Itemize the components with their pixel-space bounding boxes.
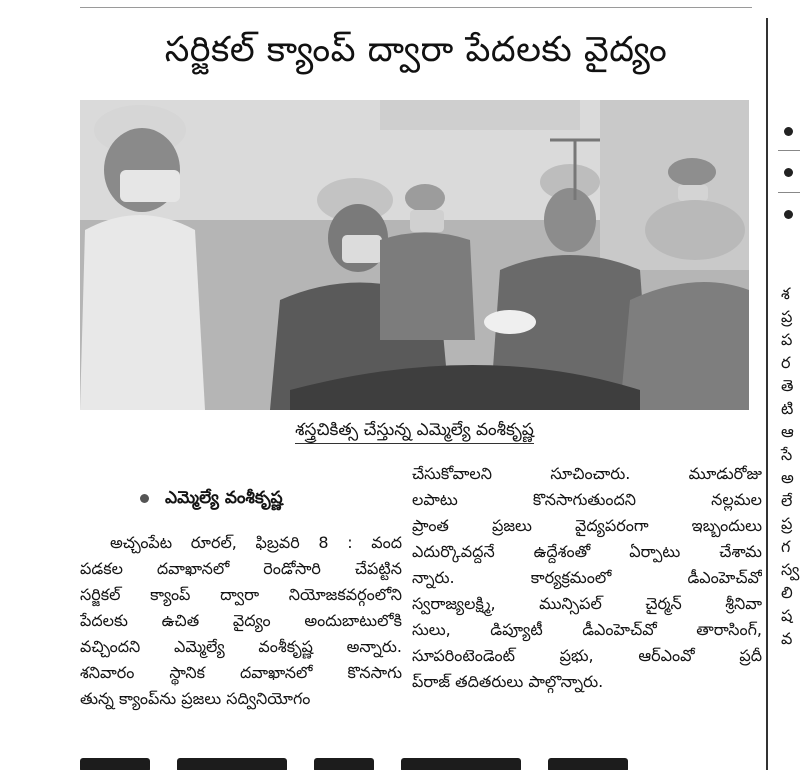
surgery-photo (80, 100, 749, 410)
body-line: సూపరింటెండెంట్ ప్రభు, ఆర్‌ఎంవో ప్రదీ (412, 646, 762, 665)
body-line: న్నారు. కార్యక్రమంలో డీఎంహెచ్‌వో (412, 568, 762, 587)
divider (778, 192, 800, 193)
photo-caption-text: శస్త్రచికిత్స చేస్తున్న ఎమ్మెల్యే వంశీకృష్ణ (295, 420, 534, 444)
photo-caption (80, 418, 749, 442)
body-line: పేదలకు ఉచిత వైద్యం అందుబాటులోకి (80, 611, 402, 630)
top-rule (80, 7, 752, 8)
bullet-icon (784, 127, 793, 136)
body-line: ప్‌రాజ్ తదితరులు పాల్గొన్నారు. (412, 672, 604, 691)
side-char: లి (781, 583, 793, 602)
side-char: శ (781, 284, 790, 303)
article-body-right (412, 461, 762, 695)
body-line: వచ్చిందని ఎమ్మెల్యే వంశీకృష్ణ అన్నారు. (80, 637, 402, 656)
article-headline: సర్జికల్ క్యాంప్ ద్వారా పేదలకు వైద్యం (164, 30, 668, 70)
cropped-glyph-block (177, 758, 287, 770)
side-char: ప్ర (781, 514, 793, 533)
bullet-icon (784, 210, 793, 219)
side-char: వ (781, 629, 793, 648)
body-line: సర్జికల్ క్యాంప్ ద్వారా నియోజకవర్గంలోని (80, 585, 402, 604)
side-char: ఆ (781, 422, 794, 441)
side-char: తె (781, 376, 794, 395)
cropped-glyph-block (80, 758, 150, 770)
adjacent-column-text (781, 282, 800, 650)
article-photo (80, 100, 749, 410)
byline (140, 485, 400, 511)
side-char: ష (781, 606, 793, 625)
body-line: శనివారం స్థానిక దవాఖానలో కొనసాగు (80, 663, 402, 682)
cropped-glyph-block (401, 758, 521, 770)
side-char: లే (781, 491, 793, 510)
side-char: ప (781, 330, 793, 349)
side-char: ప్ర (781, 307, 793, 326)
side-char: గ (781, 537, 791, 556)
byline-text: ఎమ్మెల్యే వంశీకృష్ణ (165, 488, 283, 508)
side-char: ర (781, 353, 791, 372)
cropped-glyph-block (314, 758, 374, 770)
body-line: అచ్చంపేట రూరల్, ఫిబ్రవరి 8 : వంద (110, 533, 402, 552)
body-line: లపాటు కొనసాగుతుందని నల్లమల (412, 490, 762, 509)
side-char: సే (781, 445, 793, 464)
body-line: స్వరాజ్యలక్ష్మి, మున్సిపల్ చైర్మన్ శ్రీనివా (412, 594, 762, 613)
body-line: చేసుకోవాలని సూచించారు. మూడురోజు (412, 464, 762, 483)
side-char: స్వ (781, 560, 800, 579)
body-line: తున్న క్యాంప్‌ను ప్రజలు సద్వినియోగం (80, 689, 311, 708)
body-line: సులు, డిప్యూటీ డీఎంహెచ్‌వో తారాసింగ్, (412, 620, 762, 639)
side-char: అ (781, 468, 794, 487)
cropped-glyph-block (548, 758, 628, 770)
side-char: టి (781, 399, 794, 418)
body-line: ప్రాంత ప్రజలు వైద్యపరంగా ఇబ్బందులు (412, 516, 762, 535)
column-divider (766, 18, 768, 770)
adjacent-column-cropped (770, 0, 800, 770)
body-line: ఎదుర్కొవద్దనే ఉద్దేశంతో ఏర్పాటు చేశామ (412, 542, 762, 561)
bullet-icon (784, 168, 793, 177)
next-article-headline-cropped (80, 752, 760, 770)
body-line: పడకల దవాఖానలో రెండోసారి చేపట్టిన (80, 559, 402, 578)
bullet-icon (140, 494, 149, 503)
divider (778, 150, 800, 151)
article-body-left (80, 530, 402, 712)
